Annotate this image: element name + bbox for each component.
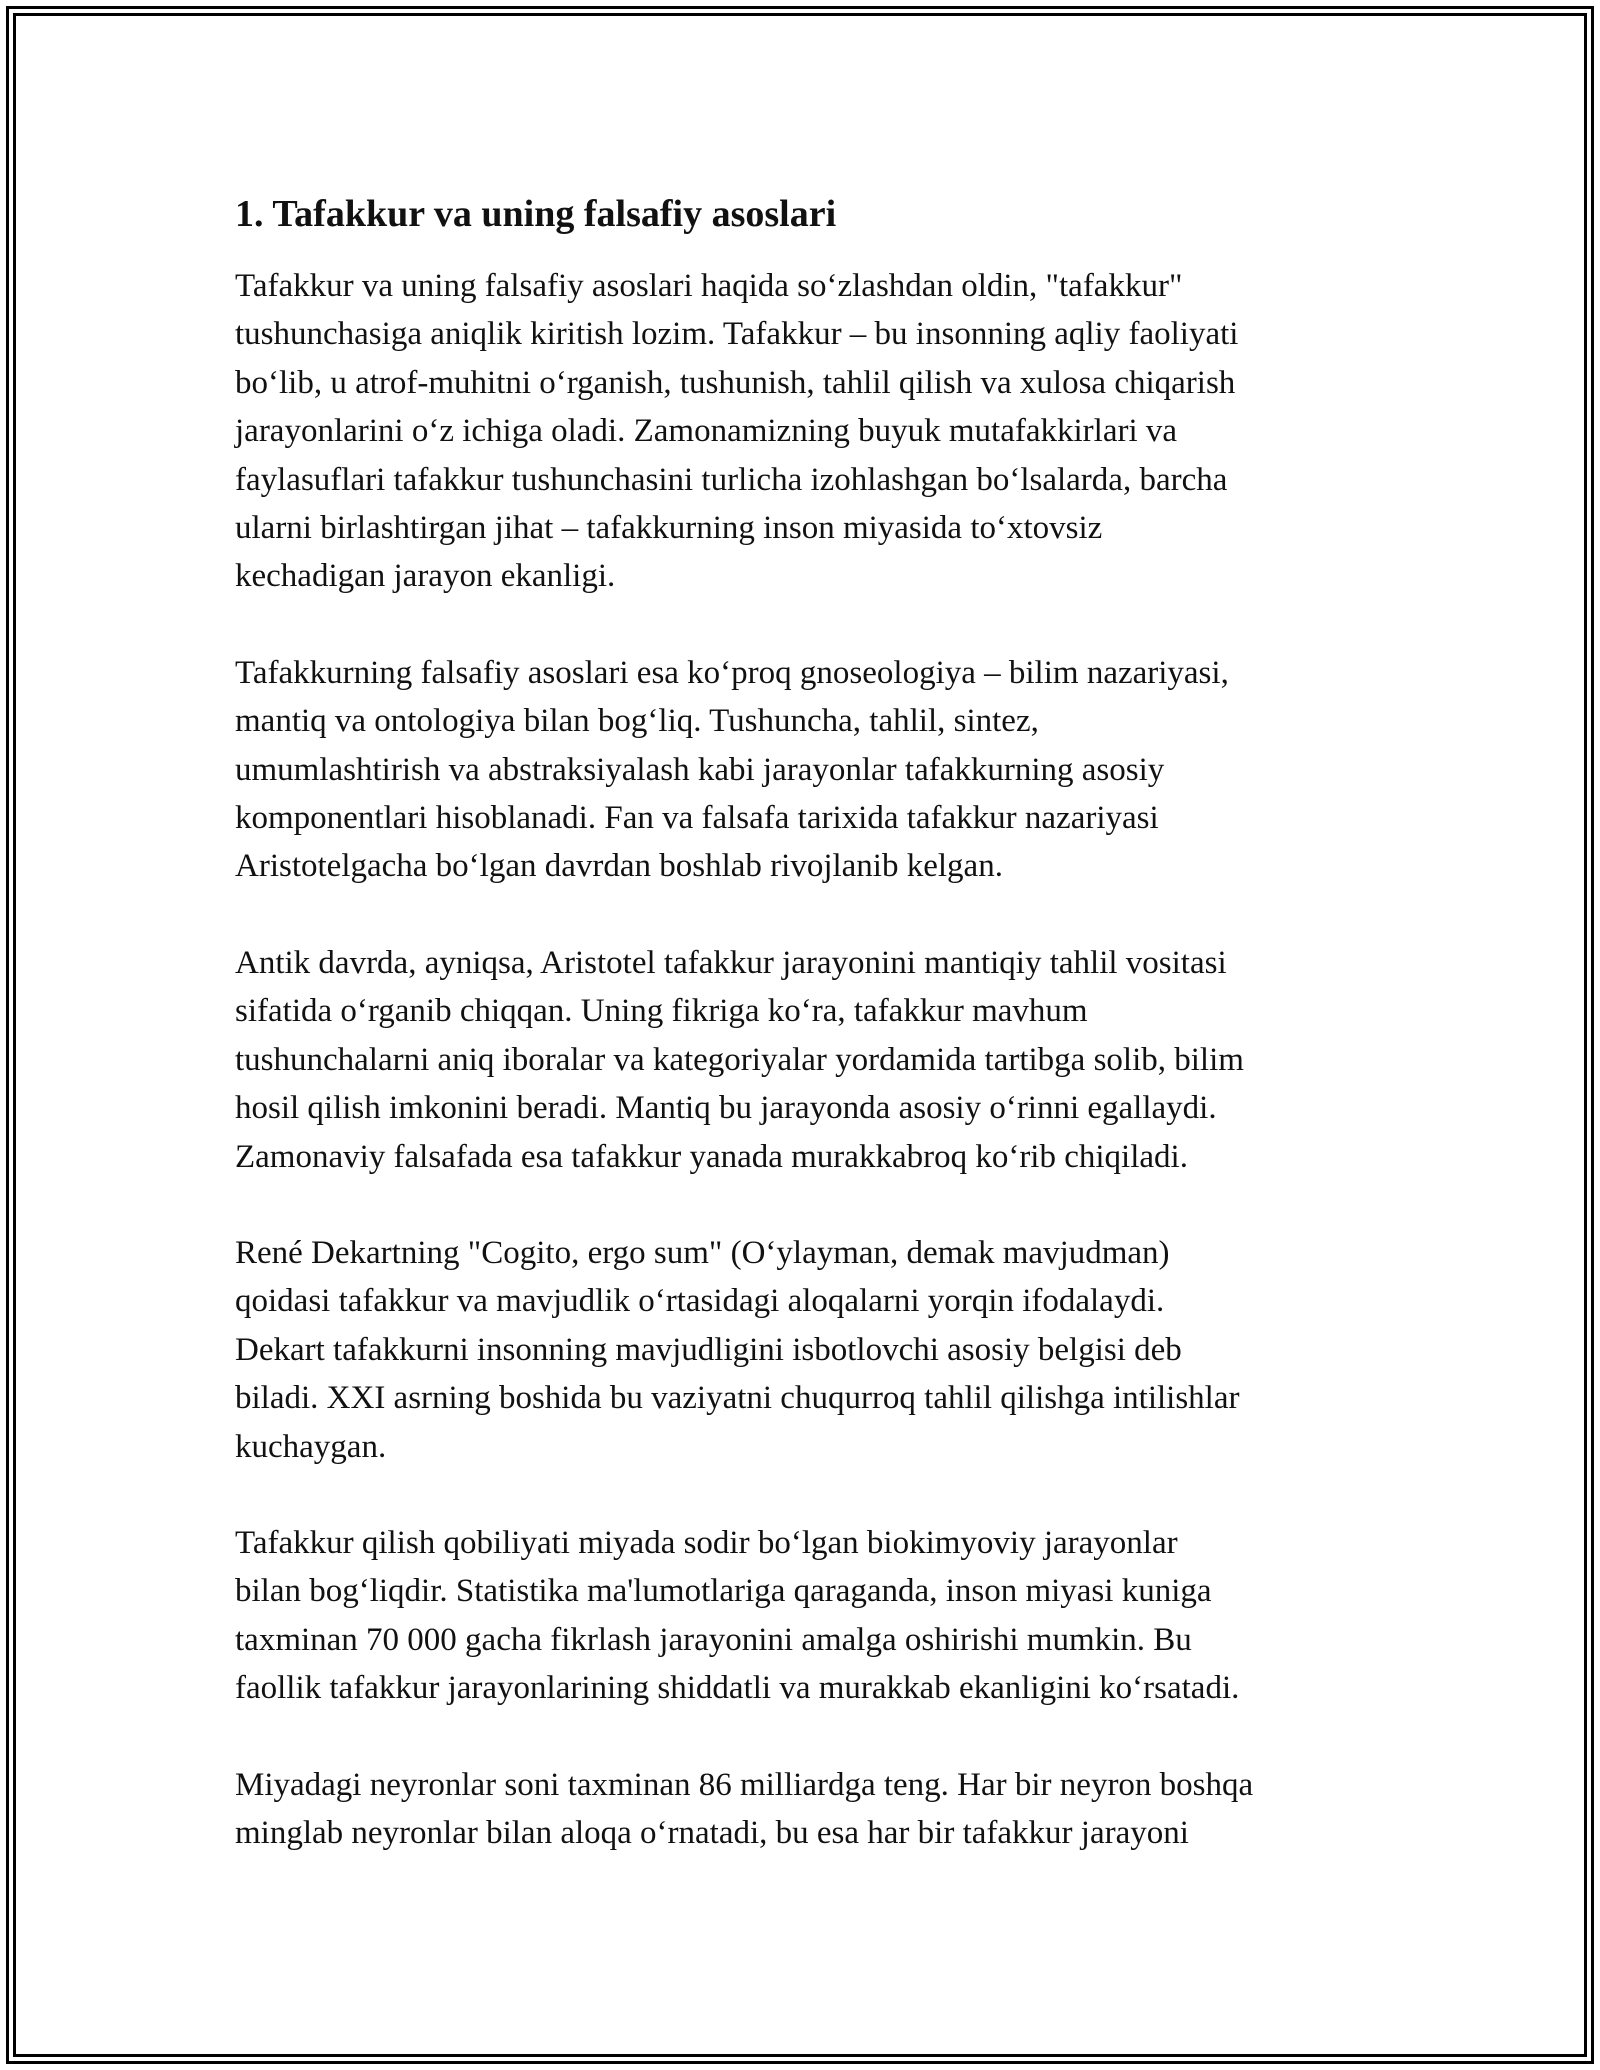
document-page <box>235 186 1375 1905</box>
paragraph-1: Tafakkur va uning falsafiy asoslari haqida so‘zlashdan oldin, "tafakkur" tushunchasiga aniqlik kiritish lozim. Tafakkur – bu insonning aqliy faoliyati bo‘lib, u atrof-muhitni o‘rganish, tushunish, tahlil qilish va xulosa chiqarish jarayonlarini o‘z ichiga oladi. Zamonamizning buyuk mutafakkirlari va faylasuflari tafakkur tushunchasini turlicha izohlashgan bo‘lsalarda, barcha ularni birlashtirgan jihat – tafakkurning inson miyasida to‘xtovsiz kechadigan jarayon ekanligi. <box>235 268 1239 595</box>
paragraph-2: Tafakkurning falsafiy asoslari esa ko‘proq gnoseologiya – bilim nazariyasi, mantiq va ontologiya bilan bog‘liq. Tushuncha, tahlil, sintez, umumlashtirish va abstraksiyalash kabi jarayonlar tafakkurning asosiy komponentlari hisoblanadi. Fan va falsafa tarixida tafakkur nazariyasi Aristotelgacha bo‘lgan davrdan boshlab rivojlanib kelgan. <box>235 654 1229 885</box>
paragraph-4: René Dekartning "Cogito, ergo sum" (O‘ylayman, demak mavjudman) qoidasi tafakkur va mavjudlik o‘rtasidagi aloqalarni yorqin ifodalaydi. Dekart tafakkurni insonning mavjudligini isbotlovchi asosiy belgisi deb biladi. XXI asrning boshida bu vaziyatni chuqurroq tahlil qilishga intilishlar kuchaygan. <box>235 1234 1240 1465</box>
paragraph-3: Antik davrda, ayniqsa, Aristotel tafakkur jarayonini mantiqiy tahlil vositasi sifatida o‘rganib chiqqan. Uning fikriga ko‘ra, tafakkur mavhum tushunchalarni aniq iboralar va kategoriyalar yordamida tartibga solib, bilim hosil qilish imkonini beradi. Mantiq bu jarayonda asosiy o‘rinni egallaydi. Zamonaviy falsafada esa tafakkur yanada murakkabroq ko‘rib chiqiladi. <box>235 944 1244 1175</box>
section-heading: 1. Tafakkur va uning falsafiy asoslari <box>235 193 837 235</box>
paragraph-6: Miyadagi neyronlar soni taxminan 86 milliardga teng. Har bir neyron boshqa minglab neyronlar bilan aloqa o‘rnatadi, bu esa har bir tafakkur jarayoni <box>235 1766 1254 1851</box>
paragraph-5: Tafakkur qilish qobiliyati miyada sodir bo‘lgan biokimyoviy jarayonlar bilan bog‘liqdir. Statistika ma'lumotlariga qaraganda, inson miyasi kuniga taxminan 70 000 gacha fikrlash jarayonini amalga oshirishi mumkin. Bu faollik tafakkur jarayonlarining shiddatli va murakkab ekanligini ko‘rsatadi. <box>235 1524 1240 1707</box>
